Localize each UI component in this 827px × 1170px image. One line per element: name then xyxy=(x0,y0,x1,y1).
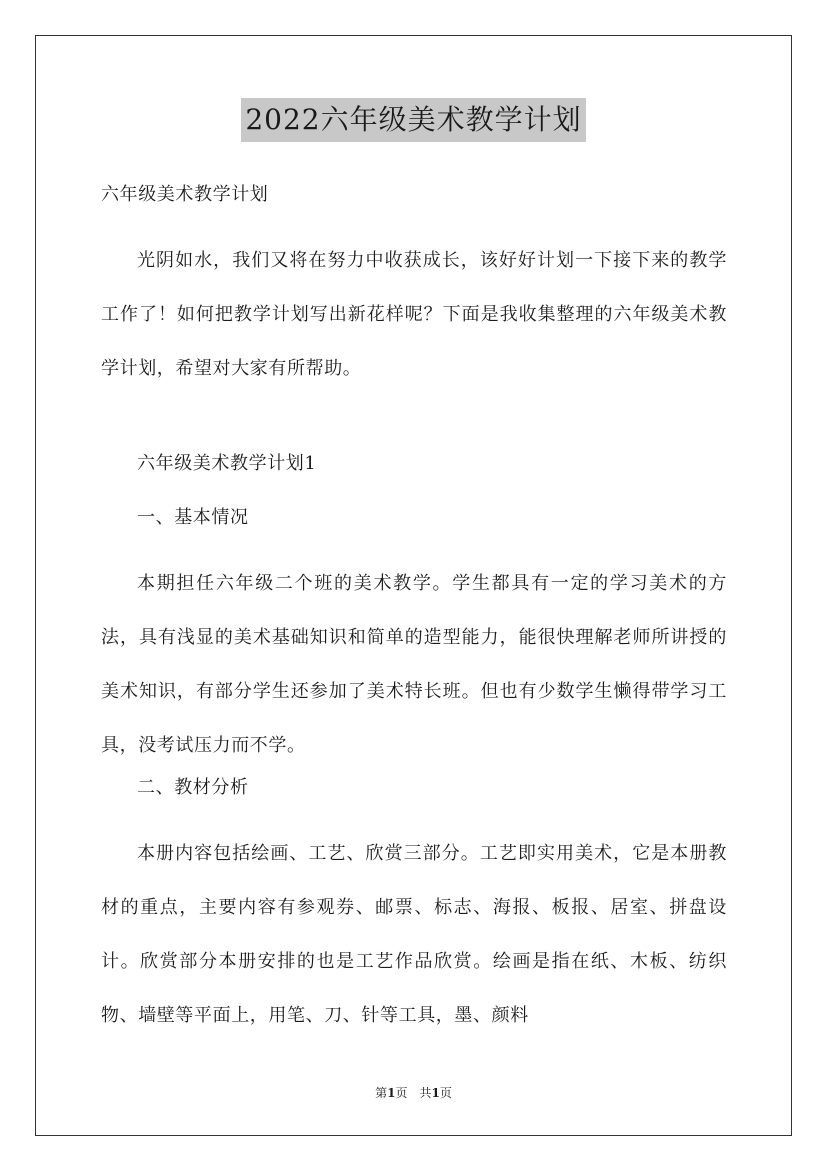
page-footer xyxy=(0,1084,827,1101)
footer-page-number: 1 xyxy=(387,1086,396,1100)
textbook-analysis-paragraph: 本册内容包括绘画、工艺、欣赏三部分。工艺即实用美术，它是本册教材的重点，主要内容有参观券、邮票、标志、海报、板报、居室、拼盘设计。欣赏部分本册安排的也是工艺作品欣赏。绘画是指在纸、木板、纺织物、墙壁等平面上，用笔、刀、针等工具，墨、颜料 xyxy=(101,843,727,1026)
section-heading-plan-1: 六年级美术教学计划1 xyxy=(137,453,317,474)
section-heading-basic-situation: 一、基本情况 xyxy=(137,507,249,528)
footer-page-suffix: 页 xyxy=(439,1086,452,1100)
footer-page-total: 1 xyxy=(431,1086,440,1100)
basic-situation-paragraph: 本期担任六年级二个班的美术教学。学生都具有一定的学习美术的方法，具有浅显的美术基础知识和简单的造型能力，能很快理解老师所讲授的美术知识，有部分学生还参加了美术特长班。但也有少数学生懒得带学习工具，没考试压力而不学。 xyxy=(101,573,727,756)
footer-page-prefix: 第 xyxy=(375,1086,388,1100)
section-heading-textbook-analysis: 二、教材分析 xyxy=(137,777,249,798)
document-title: 2022六年级美术教学计划 xyxy=(241,98,585,142)
footer-page-mid: 页 共 xyxy=(395,1086,432,1100)
subtitle: 六年级美术教学计划 xyxy=(101,184,269,205)
intro-paragraph: 光阴如水，我们又将在努力中收获成长，该好好计划一下接下来的教学工作了！如何把教学计划写出新花样呢？下面是我收集整理的六年级美术教学计划，希望对大家有所帮助。 xyxy=(101,250,727,379)
title-wrap xyxy=(0,98,827,142)
